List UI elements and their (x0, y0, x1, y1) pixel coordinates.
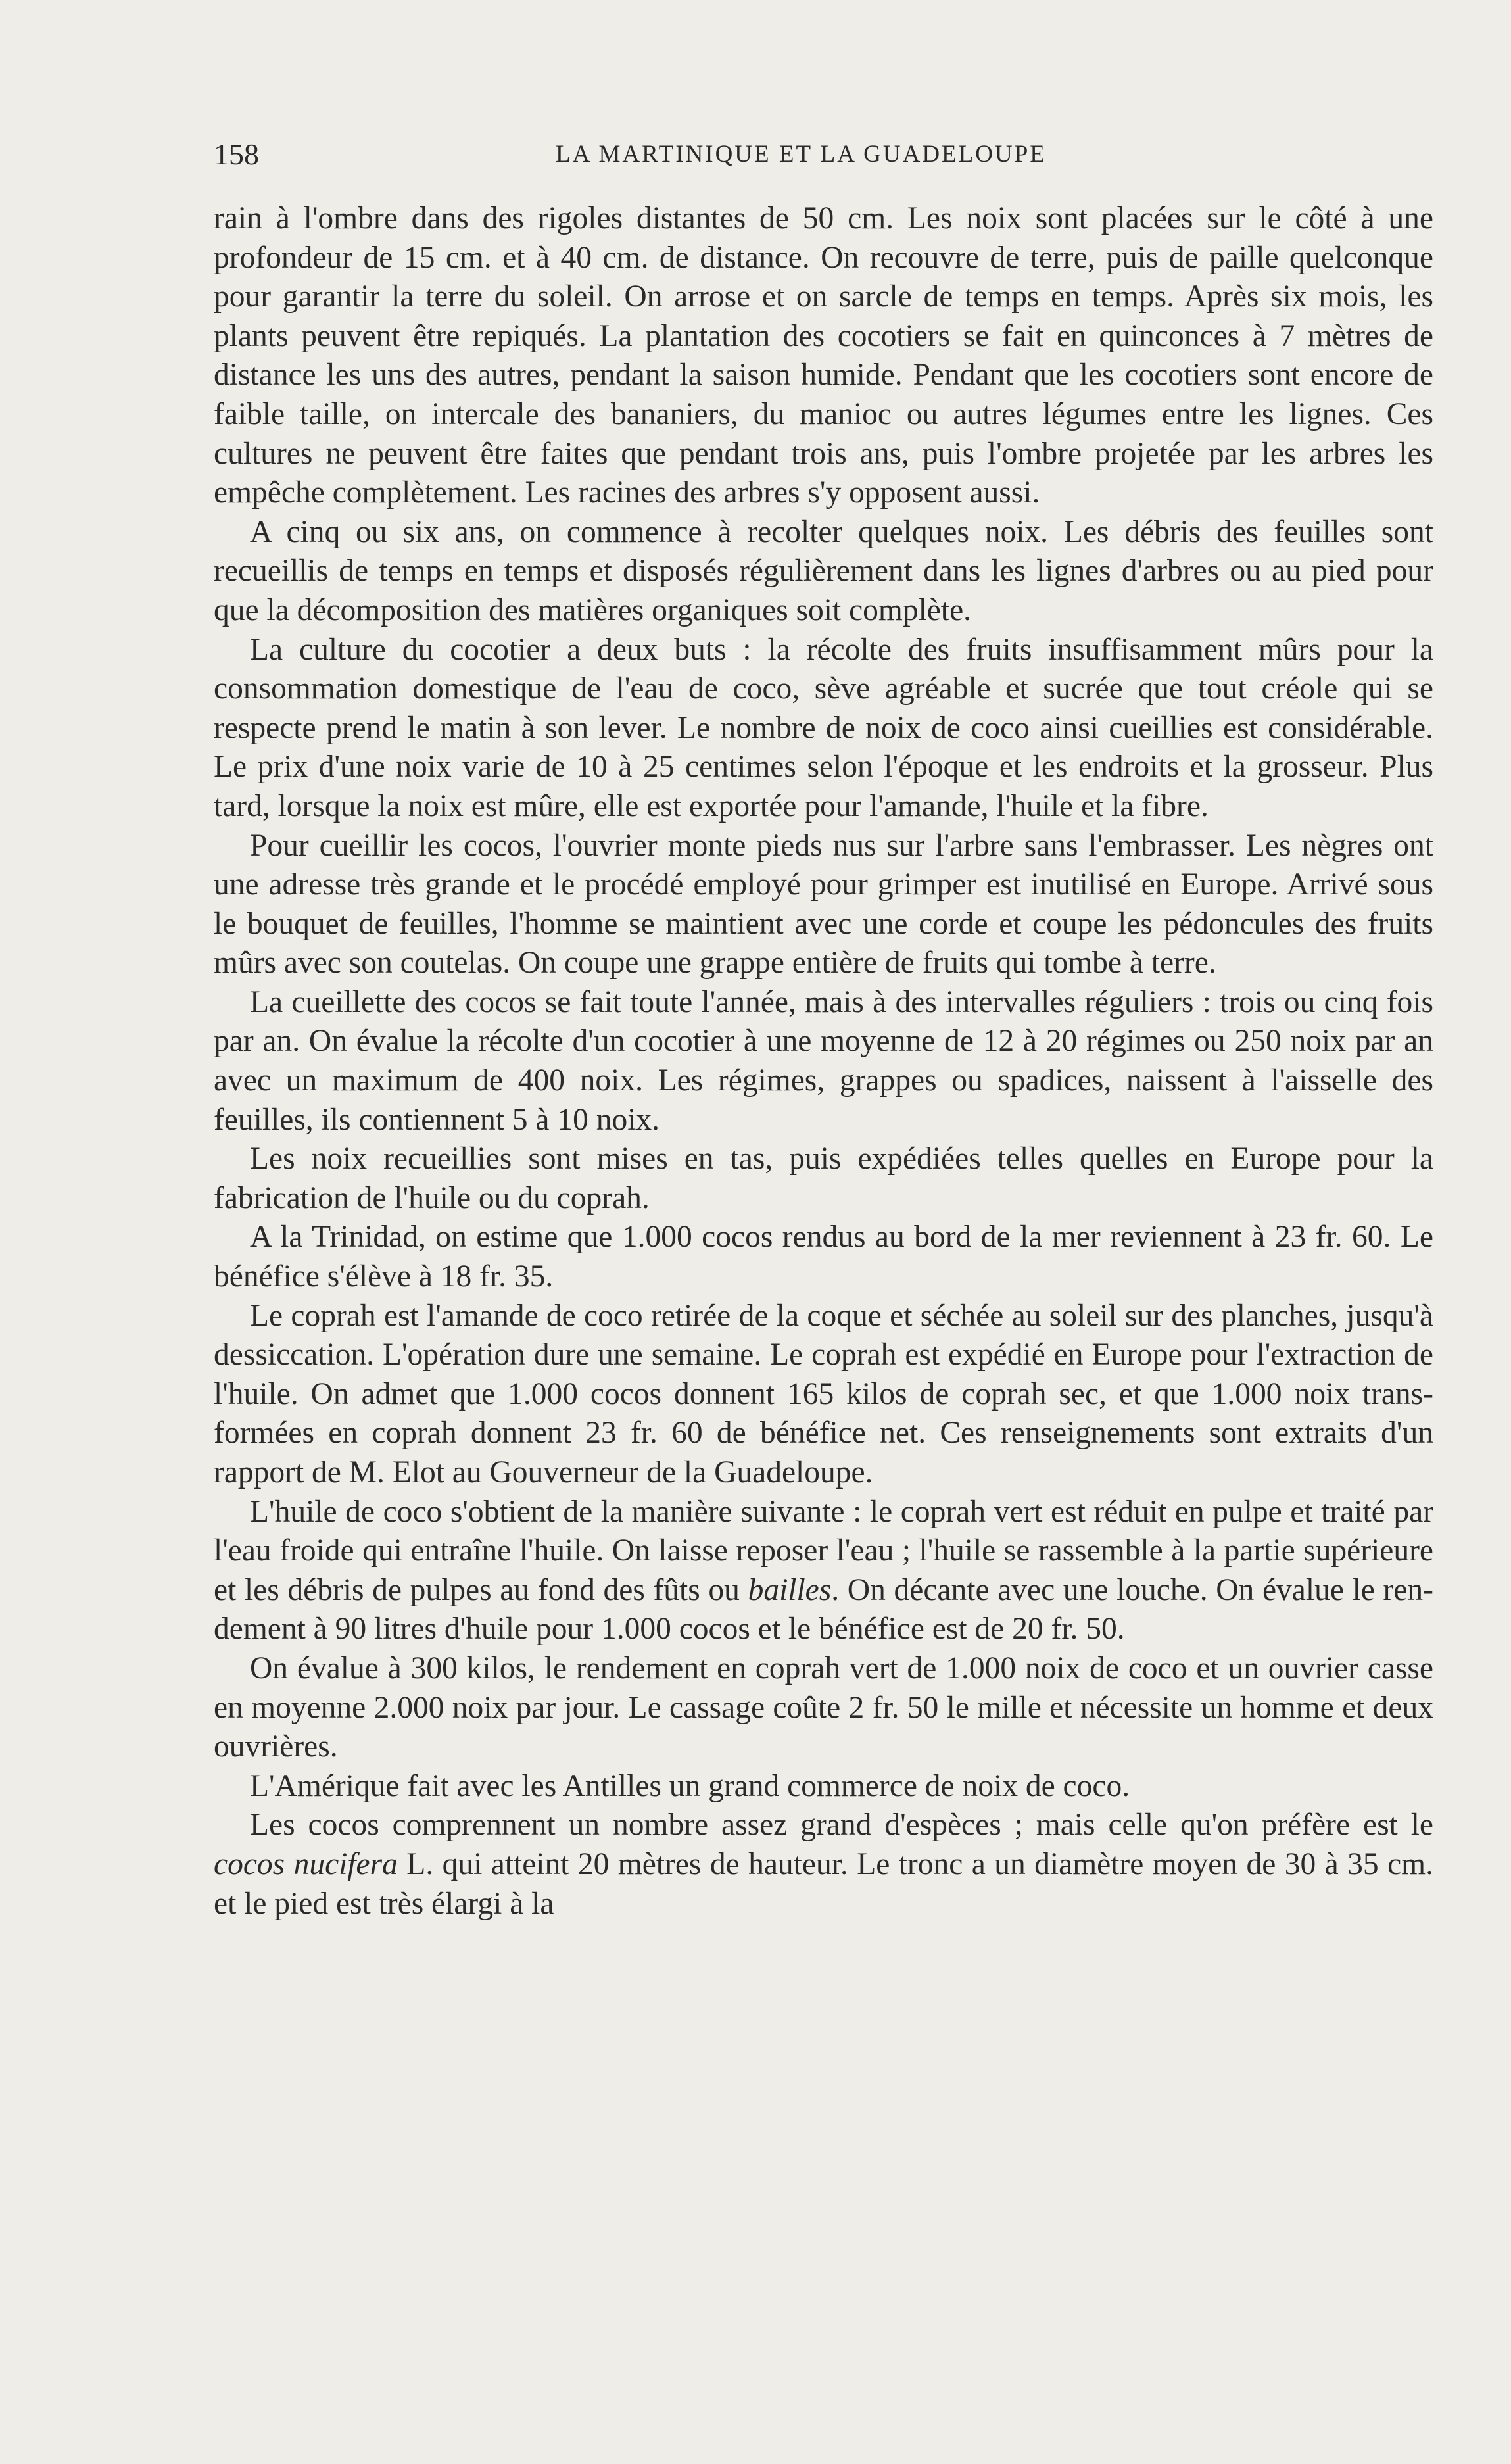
paragraph-9-text-after: . On décante avec une louche. On évalue le rendement à 90 litres d'huile pour 1.000 cocos et le bénéfice est de 20 fr. 50. (214, 1572, 1433, 1647)
paragraph-9 (214, 1493, 1433, 1649)
term-cocos-nucifera: cocos nucifera (214, 1847, 398, 1881)
paragraph-5: La cueillette des cocos se fait toute l'année, mais à des intervalles réguliers : trois ou cinq fois par an. On évalue la récolte d'un cocotier à une moyenne de 12 à 20 régimes ou 250 noix par an avec un maximum de 400 noix. Les régimes, grappes ou spadices, naissent à l'aisselle des feuilles, ils contiennent 5 à 10 noix. (214, 984, 1433, 1137)
paragraph-12 (214, 1806, 1433, 1923)
paragraph-11: L'Amérique fait avec les Antilles un grand commerce de noix de coco. (250, 1768, 1130, 1803)
paragraph-12-text-after: L. qui atteint 20 mètres de hauteur. Le tronc a un diamètre moyen de 30 à 35 cm. et le pied est très élargi à la (214, 1847, 1433, 1921)
paragraph-6: Les noix recueillies sont mises en tas, puis expédiées telles quelles en Europe pour la fabrication de l'huile ou du coprah. (214, 1142, 1433, 1215)
paragraph-8: Le coprah est l'amande de coco retirée de la coque et séchée au soleil sur des planches, jusqu'à dessiccation. L'opération dure une semaine. Le coprah est expédié en Europe pour l'extraction de l'huile. On admet que 1.000 cocos donnent 165 kilos de coprah sec, et que 1.000 noix transformées en coprah donnent 23 fr. 60 de bénéfice net. Ces renseignements sont extraits d'un rapport de M. Elot au Gouverneur de la Guadeloupe. (214, 1298, 1433, 1489)
paragraph-9-text-before: L'huile de coco s'obtient de la manière suivante : le coprah vert est réduit en pulpe et traité par l'eau froide qui entraîne l'huile. On laisse reposer l'eau ; l'huile se rassemble à la partie supérieure et les débris de pulpes au fond des fûts ou (214, 1494, 1433, 1607)
body-text (214, 199, 1433, 1923)
running-title: LA MARTINIQUE ET LA GUADELOUPE (556, 141, 1047, 168)
page-number: 158 (214, 137, 259, 171)
paragraph-7: A la Trinidad, on estime que 1.000 cocos rendus au bord de la mer reviennent à 23 fr. 60. Le bénéfice s'élève à 18 fr. 35. (214, 1220, 1433, 1294)
paragraph-1: rain à l'ombre dans des rigoles distantes de 50 cm. Les noix sont placées sur le côté à une profondeur de 15 cm. et à 40 cm. de distance. On recouvre de terre, puis de paille quelconque pour garantir la terre du soleil. On arrose et on sarcle de temps en temps. Après six mois, les plants peuvent être repiqués. La plantation des cocotiers se fait en quinconces à 7 mètres de distance les uns des autres, pendant la saison humide. Pendant que les cocotiers sont encore de faible taille, on intercale des bananiers, du manioc ou autres légumes entre les lignes. Ces cultures ne peuvent être faites que pendant trois ans, puis l'ombre projetée par les arbres les empêche complètement. Les racines des arbres s'y opposent aussi. (214, 201, 1433, 510)
page-header (214, 132, 1433, 178)
paragraph-12-text-before: Les cocos comprennent un nombre assez grand d'espèces ; mais celle qu'on préfère est le (250, 1808, 1433, 1843)
term-bailles: bailles (748, 1572, 832, 1607)
paragraph-4: Pour cueillir les cocos, l'ouvrier monte pieds nus sur l'arbre sans l'embrasser. Les nègres ont une adresse très grande et le procédé employé pour grimper est inutilisé en Europe. Arrivé sous le bouquet de feuilles, l'homme se maintient avec une corde et coupe les pédoncules des fruits mûrs avec son coutelas. On coupe une grappe entière de fruits qui tombe à terre. (214, 828, 1433, 980)
paragraph-2: A cinq ou six ans, on commence à recolter quelques noix. Les débris des feuilles sont recueillis de temps en temps et disposés régulièrement dans les lignes d'arbres ou au pied pour que la décomposition des matières organiques soit complète. (214, 514, 1433, 627)
paragraph-3: La culture du cocotier a deux buts : la récolte des fruits insuffisamment mûrs pour la consommation domestique de l'eau de coco, sève agréable et sucrée que tout créole qui se respecte prend le matin à son lever. Le nombre de noix de coco ainsi cueillies est considérable. Le prix d'une noix varie de 10 à 25 centimes selon l'époque et les endroits et la grosseur. Plus tard, lorsque la noix est mûre, elle est exportée pour l'amande, l'huile et la fibre. (214, 632, 1433, 823)
paragraph-10: On évalue à 300 kilos, le rendement en coprah vert de 1.000 noix de coco et un ouvrier casse en moyenne 2.000 noix par jour. Le cassage coûte 2 fr. 50 le mille et nécessite un homme et deux ouvrières. (214, 1651, 1433, 1764)
